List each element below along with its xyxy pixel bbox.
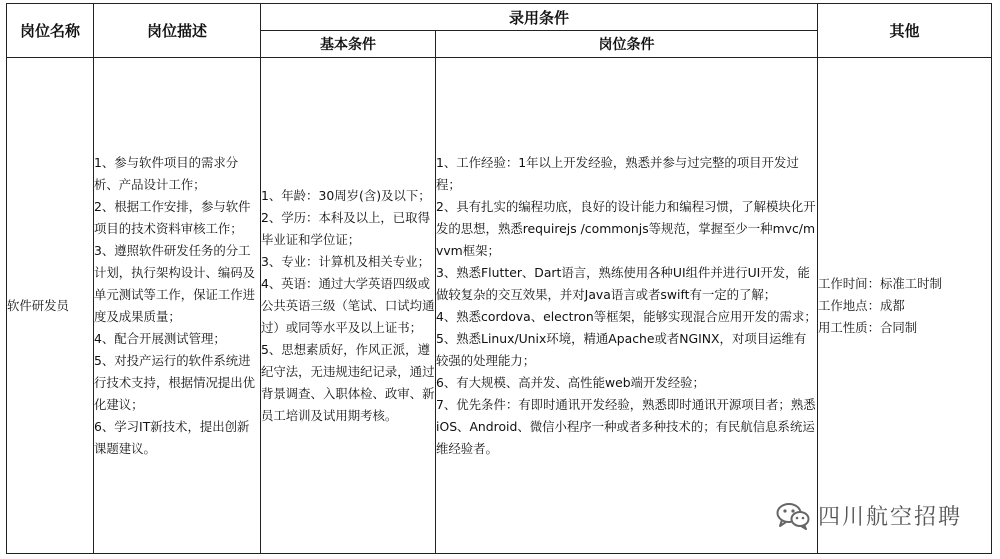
wechat-icon xyxy=(776,502,810,530)
position-name-cell xyxy=(7,58,94,554)
other-item: 用工性质：合同制 xyxy=(818,319,918,335)
description-item: 2、根据工作安排，参与软件项目的技术资料审核工作； xyxy=(94,198,251,236)
job-requirements-table xyxy=(6,3,992,554)
header-basic-conditions: 基本条件 xyxy=(261,31,436,58)
job-condition-item: 6、有大规模、高并发、高性能web端开发经验； xyxy=(436,374,705,390)
other-item: 工作地点：成都 xyxy=(818,297,905,313)
watermark xyxy=(776,500,962,531)
other-cell xyxy=(818,58,992,554)
description-item: 6、学习IT新技术，提出创新课题建议。 xyxy=(94,418,250,456)
job-condition-item: 5、熟悉Linux/Unix环境，精通Apache或者NGINX，对项目运维有较强的处理能力； xyxy=(436,330,807,368)
basic-conditions-cell xyxy=(261,58,436,554)
other-item: 工作时间：标准工时制 xyxy=(818,275,942,291)
description-cell xyxy=(94,58,261,554)
basic-condition-item: 3、专业：计算机及相关专业； xyxy=(261,253,430,269)
job-condition-item: 4、熟悉cordova、electron等框架，能够实现混合应用开发的需求； xyxy=(436,308,817,324)
basic-condition-item: 1、年龄：30周岁(含)及以下； xyxy=(261,187,431,203)
job-condition-item: 1、工作经验：1年以上开发经验，熟悉并参与过完整的项目开发过程； xyxy=(436,154,799,192)
job-condition-item: 2、具有扎实的编程功底，良好的设计能力和编程习惯，了解模块化开发的思想，熟悉requirejs /commonjs等规范，掌握至少一种mvc/mvvm框架； xyxy=(436,198,816,258)
description-item: 1、参与软件项目的需求分析、产品设计工作； xyxy=(94,154,239,192)
header-job-conditions: 岗位条件 xyxy=(436,31,818,58)
basic-condition-item: 5、思想素质好，作风正派，遵纪守法，无违规违纪记录，通过背景调查、入职体检、政审、新员工培训及试用期考核。 xyxy=(261,341,435,423)
description-item: 5、对投产运行的软件系统进行技术支持，根据情况提出优化建议； xyxy=(94,352,256,412)
basic-condition-item: 4、英语：通过大学英语四级或公共英语三级（笔试、口试均通过）或同等水平及以上证书； xyxy=(261,275,435,335)
description-item: 3、遵照软件研发任务的分工计划，执行架构设计、编码及单元测试等工作，保证工作进度及成果质量； xyxy=(94,242,256,324)
job-condition-item: 7、优先条件：有即时通讯开发经验，熟悉即时通讯开源项目者；熟悉iOS、Android、微信小程序一种或者多种技术的；有民航信息系统运维经验者。 xyxy=(436,396,816,456)
basic-condition-item: 2、学历：本科及以上，已取得毕业证和学位证； xyxy=(261,209,430,247)
header-hiring-conditions: 录用条件 xyxy=(261,4,818,31)
header-other: 其他 xyxy=(818,4,992,58)
position-name: 软件研发员 xyxy=(7,298,69,313)
description-item: 4、配合开展测试管理； xyxy=(94,330,226,346)
watermark-text: 四川航空招聘 xyxy=(818,505,963,530)
table-row xyxy=(7,58,992,554)
job-condition-item: 3、熟悉Flutter、Dart语言，熟练使用各种UI组件并进行UI开发，能做较复杂的交互效果，并对Java语言或者swift有一定的了解； xyxy=(436,264,810,302)
header-position-description: 岗位描述 xyxy=(94,4,261,58)
header-position-name: 岗位名称 xyxy=(7,4,94,58)
job-conditions-cell xyxy=(436,58,818,554)
